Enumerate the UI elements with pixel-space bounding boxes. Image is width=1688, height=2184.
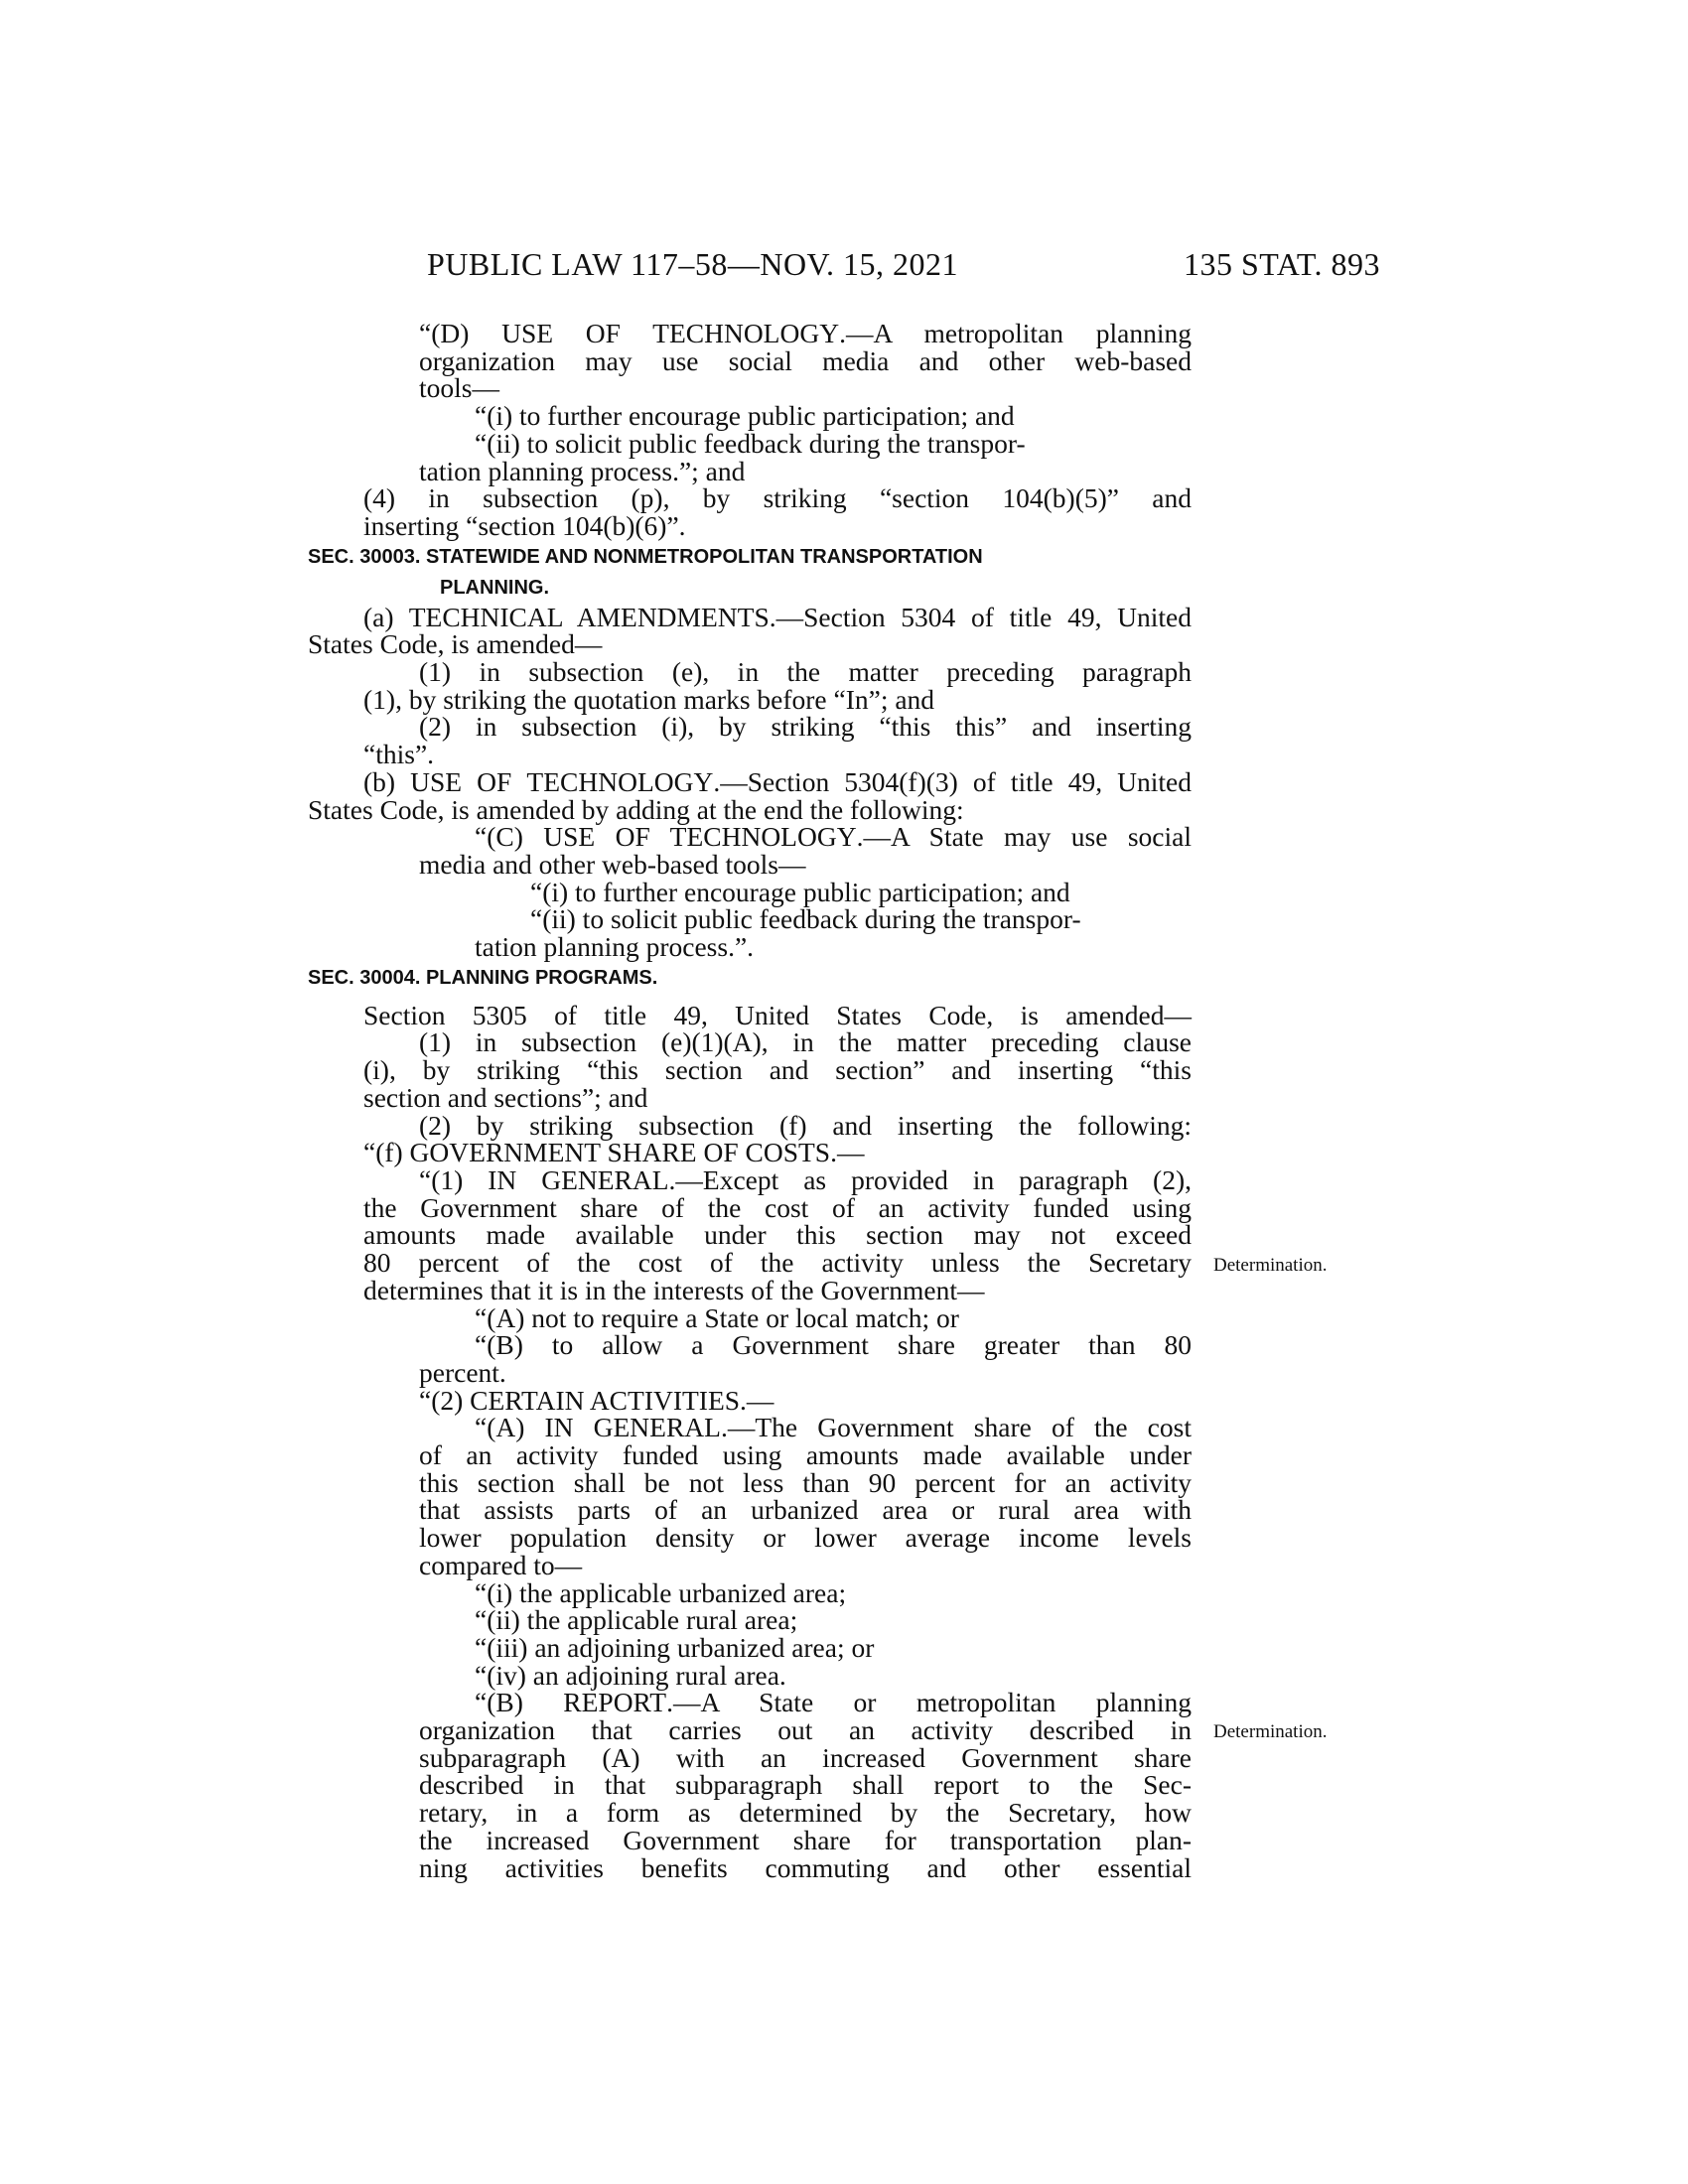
- text-line: compared to—: [419, 1549, 583, 1580]
- text-line: “(ii) the applicable rural area;: [475, 1604, 798, 1636]
- margin-note: Determination.: [1213, 1255, 1328, 1276]
- text-line: of an activity funded using amounts made available under: [419, 1439, 1192, 1471]
- text-line: (2) in subsection (i), by striking “this this” and inserting: [419, 711, 1192, 743]
- text-line: tation planning process.”; and: [419, 455, 746, 486]
- text-line: Section 5305 of title 49, United States Code, is amended—: [363, 999, 1192, 1030]
- text-line: “(f) GOVERNMENT SHARE OF COSTS.—: [363, 1137, 865, 1168]
- text-line: described in that subparagraph shall report to the Sec-: [419, 1769, 1192, 1801]
- text-line: (a) TECHNICAL AMENDMENTS.—Section 5304 of title 49, United: [363, 601, 1193, 632]
- section-heading-continued: PLANNING.: [440, 576, 549, 599]
- page-header: [427, 246, 1380, 286]
- text-line: “this”.: [363, 739, 435, 770]
- text-line: (1), by striking the quotation marks before “In”; and: [363, 683, 935, 715]
- text-line: organization that carries out an activity described in: [419, 1714, 1192, 1746]
- text-line: “(2) CERTAIN ACTIVITIES.—: [419, 1384, 774, 1416]
- section-heading: SEC. 30004. PLANNING PROGRAMS.: [308, 966, 658, 989]
- text-line: (2) by striking subsection (f) and inserting the following:: [419, 1109, 1192, 1141]
- text-line: “(ii) to solicit public feedback during the transpor-: [530, 903, 1081, 935]
- text-line: (4) in subsection (p), by striking “section 104(b)(5)” and: [363, 482, 1192, 514]
- text-line: “(C) USE OF TECHNOLOGY.—A State may use social: [475, 821, 1192, 853]
- text-line: the Government share of the cost of an activity funded using: [363, 1191, 1192, 1223]
- text-line: retary, in a form as determined by the Secretary, how: [419, 1797, 1192, 1829]
- text-line: tools—: [419, 372, 499, 404]
- text-line: percent.: [419, 1356, 506, 1388]
- text-line: “(i) the applicable urbanized area;: [475, 1576, 847, 1608]
- text-line: “(iv) an adjoining rural area.: [475, 1659, 786, 1691]
- text-line: media and other web-based tools—: [419, 848, 806, 880]
- statute-page-number: 135 STAT. 893: [1183, 246, 1380, 282]
- text-line: amounts made available under this section may not exceed: [363, 1219, 1192, 1251]
- text-line: “(D) USE OF TECHNOLOGY.—A metropolitan planning: [419, 318, 1192, 348]
- text-line: “(A) IN GENERAL.—The Government share of the cost: [475, 1412, 1192, 1443]
- text-line: “(ii) to solicit public feedback during the transpor-: [475, 427, 1026, 459]
- public-law-citation: PUBLIC LAW 117–58—NOV. 15, 2021: [427, 246, 959, 282]
- text-line: States Code, is amended—: [308, 628, 603, 660]
- text-line: that assists parts of an urbanized area or rural area with: [419, 1494, 1192, 1526]
- section-heading: SEC. 30003. STATEWIDE AND NONMETROPOLITAN TRANSPORTATION: [308, 545, 983, 568]
- text-line: (1) in subsection (e), in the matter preceding paragraph: [419, 656, 1192, 688]
- text-line: section and sections”; and: [363, 1081, 648, 1113]
- text-line: subparagraph (A) with an increased Government share: [419, 1741, 1192, 1773]
- text-line: States Code, is amended by adding at the end the following:: [308, 793, 964, 825]
- text-line: “(1) IN GENERAL.—Except as provided in paragraph (2),: [419, 1163, 1192, 1195]
- text-line: (i), by striking “this section and section” and inserting “this: [363, 1054, 1192, 1086]
- text-line: “(B) REPORT.—A State or metropolitan planning: [475, 1687, 1192, 1718]
- text-line: lower population density or lower average income levels: [419, 1522, 1192, 1554]
- text-line: “(B) to allow a Government share greater than 80: [475, 1329, 1192, 1361]
- margin-note: Determination.: [1213, 1721, 1328, 1742]
- text-line: the increased Government share for transportation plan-: [419, 1824, 1192, 1855]
- text-line: organization may use social media and other web-based: [419, 344, 1192, 376]
- text-line: (b) USE OF TECHNOLOGY.—Section 5304(f)(3) of title 49, United: [363, 765, 1192, 797]
- text-line: determines that it is in the interests of the Government—: [363, 1274, 985, 1305]
- text-line: 80 percent of the cost of the activity unless the Secretary: [363, 1247, 1192, 1279]
- text-line: inserting “section 104(b)(6)”.: [363, 509, 686, 541]
- text-line: tation planning process.”.: [475, 931, 755, 963]
- text-line: “(i) to further encourage public participation; and: [530, 876, 1070, 907]
- text-line: (1) in subsection (e)(1)(A), in the matter preceding clause: [419, 1026, 1192, 1058]
- text-line: this section shall be not less than 90 percent for an activity: [419, 1466, 1192, 1498]
- text-line: “(iii) an adjoining urbanized area; or: [475, 1631, 875, 1663]
- document-body: [308, 320, 1192, 1881]
- text-line: “(A) not to require a State or local match; or: [475, 1301, 959, 1333]
- text-line: ning activities benefits commuting and other essential: [419, 1851, 1192, 1883]
- text-line: “(i) to further encourage public participation; and: [475, 400, 1015, 432]
